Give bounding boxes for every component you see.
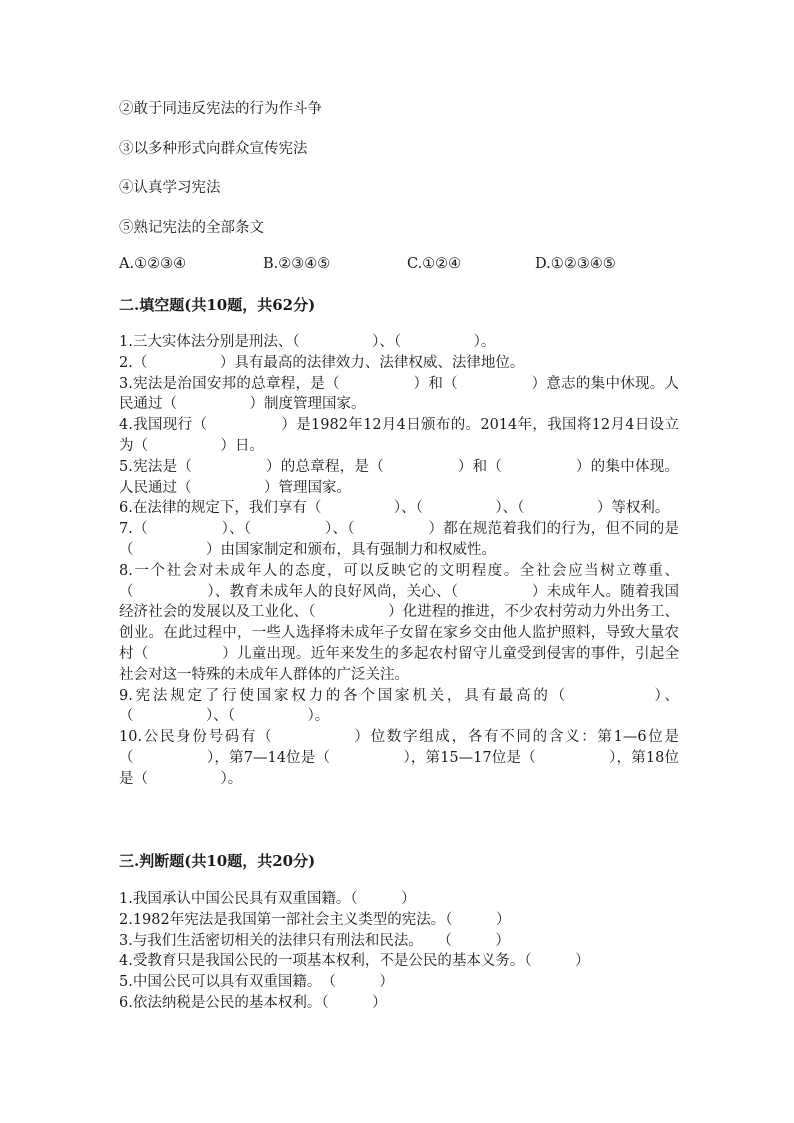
fill-in-question: 4.我国现行（ ）是1982年12月4日颁布的。2014年，我国将12月4日设立为（ ）日。	[119, 417, 679, 454]
fill-in-question: 8.一个社会对未成年人的态度，可以反映它的文明程度。全社会应当树立尊重、（ ）、教育未成年人的良好风尚，关心、（ ）未成年人。随着我国经济社会的发展以及工业化、（ ）化进程的推进，不少农村劳动力外出务工、创业。在此过程中，一些人选择将未成年子女留在家乡交由他人监护照料，导致大量农村（ ）儿童出现。近年来发生的多起农村留守儿童受到侵害的事件，引起全社会对这一特殊的未成年人群体的广泛关注。	[119, 562, 679, 683]
fill-in-questions	[119, 332, 679, 790]
true-false-question: 6.依法纳税是公民的基本权利。（ ）	[119, 994, 387, 1011]
true-false-question: 1.我国承认中国公民具有双重国籍。（ ）	[119, 891, 416, 907]
option-item-3: ③以多种形式向群众宣传宪法	[119, 141, 308, 157]
fill-in-question: 6.在法律的规定下，我们享有（ ）、（ ）、（ ）等权利。	[119, 500, 670, 517]
true-false-question: 4.受教育只是我国公民的一项基本权利，不是公民的基本义务。（ ）	[119, 953, 590, 970]
fill-in-question: 10.公民身份号码有（ ）位数字组成，各有不同的含义：第1—6位是（ ），第7—14位是（ ），第15—17位是（ ），第18位是（ ）。	[119, 729, 679, 787]
fill-in-question: 9.宪法规定了行使国家权力的各个国家机关，具有最高的（ ）、（ ）、（ ）。	[119, 687, 679, 725]
choice-a: A.①②③④	[119, 256, 187, 272]
option-item-4: ④认真学习宪法	[119, 180, 221, 196]
fill-in-question: 1.三大实体法分别是刑法、（ ）、（ ）。	[119, 334, 496, 350]
section-title-true-false: 三.判断题(共10题，共20分)	[119, 852, 316, 870]
true-false-question: 3.与我们生活密切相关的法律只有刑法和民法。 （ ）	[119, 932, 510, 949]
choice-d: D.①②③④⑤	[535, 256, 616, 272]
true-false-question: 5.中国公民可以具有双重国籍。 （ ）	[119, 974, 394, 991]
true-false-questions	[119, 889, 679, 1014]
true-false-question: 2.1982年宪法是我国第一部社会主义类型的宪法。（ ）	[119, 911, 511, 928]
choice-c: C.①②④	[407, 256, 462, 272]
option-item-2: ②敢于同违反宪法的行为作斗争	[119, 101, 322, 117]
fill-in-question: 3.宪法是治国安邦的总章程，是（ ）和（ ）意志的集中休现。人民通过（ ）制度管理国家。	[119, 375, 679, 413]
fill-in-question: 2.（ ）具有最高的法律效力、法律权威、法律地位。	[119, 354, 525, 371]
choice-b: B.②③④⑤	[263, 256, 331, 272]
answer-choices	[119, 256, 719, 276]
fill-in-question: 5.宪法是（ ）的总章程，是（ ）和（ ）的集中体现。人民通过（ ）管理国家。	[119, 458, 679, 496]
section-title-fill-in: 二.填空题(共10题，共62分)	[119, 296, 316, 314]
option-item-5: ⑤熟记宪法的全部条文	[119, 220, 264, 236]
fill-in-question: 7.（ ）、（ ）、（ ）都在规范着我们的行为，但不同的是（ ）由国家制定和颁布，具有强制力和权威性。	[119, 521, 679, 558]
